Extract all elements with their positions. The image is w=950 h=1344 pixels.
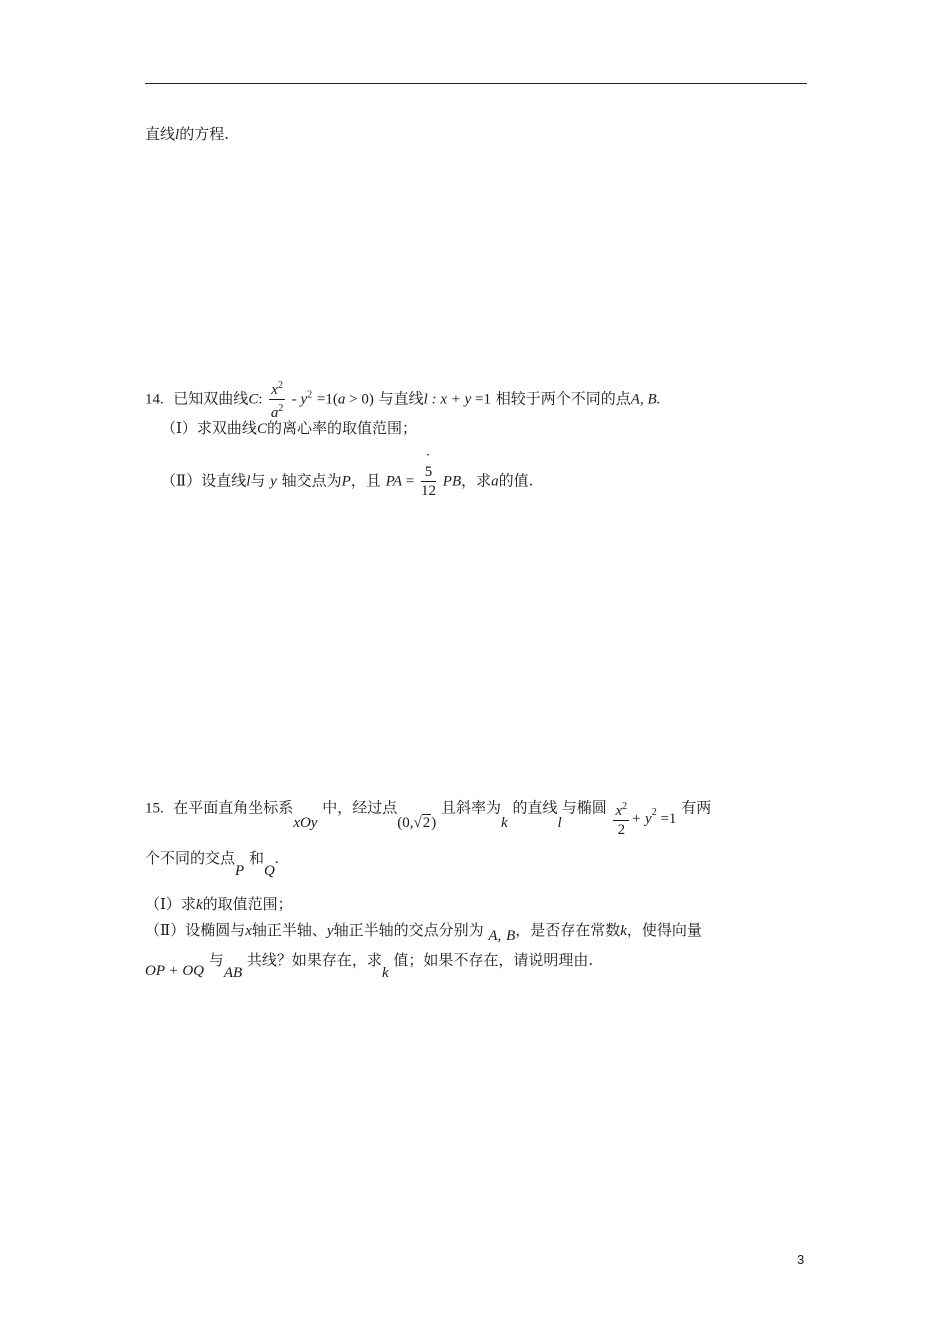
math-a: a <box>337 391 346 408</box>
math-l: l <box>175 127 180 143</box>
problem-15-stem: 15. 在平面直角坐标系xOy 中，经过点(0,√2) 且斜率为k 的直线l与椭圆 $\frac{x^2}{2}$ + $y^2 =1$ 有两 <box>145 798 712 838</box>
math-k: k <box>381 965 389 981</box>
text: 轴交点为 <box>281 471 342 490</box>
stray-dot: · <box>426 448 430 462</box>
problem-14-part-1 <box>161 418 417 439</box>
fraction-5-12: $\frac{5}{12}$ <box>421 464 437 499</box>
text: （Ⅰ）求双曲线 <box>161 419 257 437</box>
math-eq: =1 <box>656 810 677 827</box>
text: ，是否存在常数 <box>515 921 621 939</box>
math-eq-one: =1 <box>471 391 491 408</box>
math-x: x <box>245 923 252 939</box>
math-k: k <box>620 923 627 939</box>
text: 与直线 <box>378 389 424 408</box>
math-y: y <box>270 473 277 490</box>
text: 和 <box>248 849 264 867</box>
problem-15-stem-line-2 <box>145 848 279 879</box>
fraction-x2-2: $\frac{x^2}{2}$ <box>613 798 629 839</box>
math-OP-plus-OQ: OP + OQ <box>145 963 205 979</box>
math-Q: Q <box>263 863 275 879</box>
math-line-eq: : x + y <box>427 391 472 408</box>
math-minus-y: - y <box>291 391 308 408</box>
text: 与椭圆 <box>561 798 607 817</box>
text: ，且 <box>350 471 381 490</box>
math-PA: PA <box>385 473 403 490</box>
math-k: k <box>195 897 203 913</box>
text: 中，经过点 <box>322 798 398 817</box>
text: 已知双曲线 <box>173 389 249 408</box>
problem-14-part-2 <box>161 463 533 500</box>
text: 值；如果不存在，请说明理由. <box>393 951 594 969</box>
header-rule <box>145 83 807 84</box>
math-point: (0, <box>397 814 414 831</box>
text: （Ⅰ）求 <box>145 895 196 913</box>
math-y: y <box>326 923 334 939</box>
math-C: C <box>248 391 259 408</box>
text: 在平面直角坐标系 <box>173 798 294 817</box>
text: 相较于两个不同的点 <box>495 389 631 408</box>
text: 个不同的交点 <box>145 849 236 867</box>
text: 轴正半轴、 <box>251 921 327 939</box>
text: 直线 <box>145 125 176 143</box>
text: 的取值范围； <box>202 895 293 913</box>
math-plus-y: + y <box>631 810 652 827</box>
problem-15-part-2-line-2 <box>145 950 594 981</box>
math-l: l <box>423 391 428 408</box>
text: ，求 <box>461 471 492 490</box>
math-gt0: > 0) <box>345 391 374 408</box>
sqrt-2: √2 <box>413 814 431 831</box>
text: （Ⅱ）设直线 <box>161 471 247 490</box>
math-eq: = <box>402 473 415 490</box>
math-B: B <box>506 928 516 944</box>
text: 与 <box>208 951 224 969</box>
problem-number: 15. <box>145 800 164 817</box>
text: 的直线 <box>512 798 558 817</box>
math-eq: =1( <box>316 391 338 408</box>
text: 共线？如果存在，求 <box>246 951 382 969</box>
math-a: a <box>491 473 499 490</box>
math-xOy: xOy <box>293 814 318 831</box>
math-l: l <box>557 814 562 831</box>
math-AB: A, B. <box>630 391 661 408</box>
text: ，使得向量 <box>626 921 702 939</box>
math-P: P <box>235 863 245 879</box>
text: 的值. <box>498 471 534 490</box>
problem-15-part-1 <box>145 894 293 915</box>
problem-number: 14. <box>145 391 164 408</box>
math-l: l <box>246 473 251 490</box>
math-AB: AB <box>223 965 243 981</box>
math-P: P <box>341 473 351 490</box>
text: 轴正半轴的交点分别为 <box>333 921 484 939</box>
math-colon: : <box>258 391 263 408</box>
math-k: k <box>501 814 508 831</box>
text: 与 <box>250 471 266 490</box>
problem-14-stem: 14. 已知双曲线C: $\frac{x^2}{a^2}$ - $y^2 =1(a > 0)$ 与直线l : x + y =1 相较于两个不同的点A, B. <box>145 377 660 422</box>
text: （Ⅱ）设椭圆与 <box>145 921 246 939</box>
page-number: 3 <box>797 1252 805 1267</box>
fraction-x2-a2: $\frac{x^2}{a^2}$ <box>269 377 285 422</box>
problem-13-tail <box>145 124 229 145</box>
math-PB: PB <box>442 473 462 490</box>
text: 的方程. <box>179 125 229 143</box>
period: . <box>274 851 279 867</box>
text: 的离心率的取值范围； <box>266 419 417 437</box>
math-C: C <box>256 421 267 437</box>
text: 有两 <box>681 798 712 817</box>
text: 且斜率为 <box>441 798 502 817</box>
problem-15-part-2 <box>145 920 702 944</box>
math-A: A, <box>488 928 502 944</box>
